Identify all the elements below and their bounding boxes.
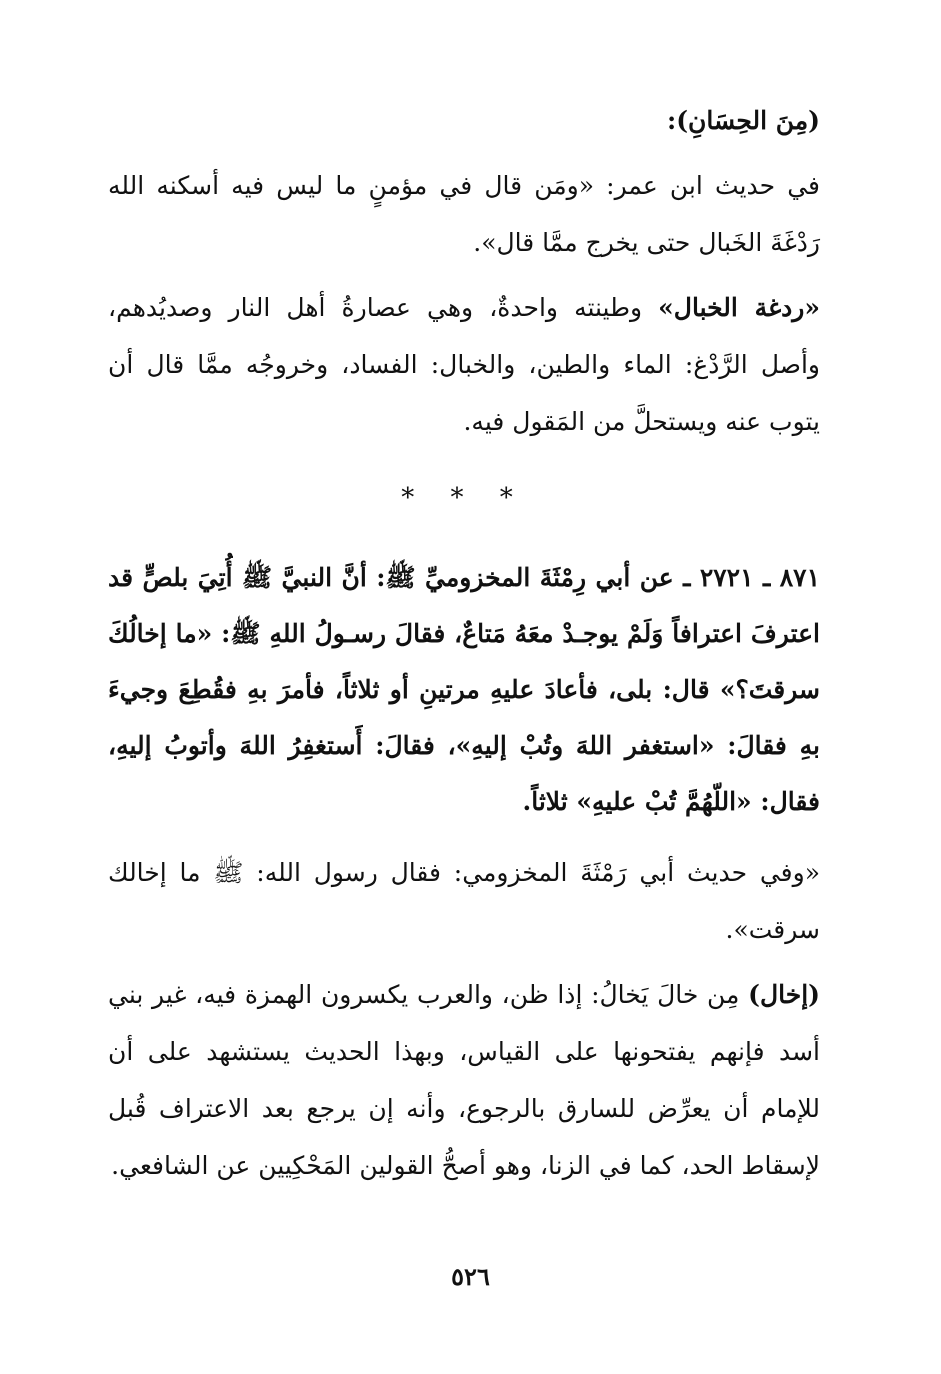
page-body <box>108 92 820 1194</box>
hadith-871: ٨٧١ ـ ٢٧٢١ ـ عن أبي رِمْثَةَ المخزوميِّ ﷺ: أنَّ النبيَّ ﷺ أُتِيَ بلصٍّ قد اعترفَ اعترافاً وَلَمْ يوجـدْ معَهُ مَتاعٌ، فقالَ رسـولُ اللهِ ﷺ: «ما إخالُكَ سرقتَ؟» قال: بلى، فأعادَ عليهِ مرتينِ أو ثلاثاً، فأمرَ بهِ فقُطِعَ وجيءَ بهِ فقالَ: «استغفر اللهَ وتُبْ إليهِ»، فقالَ: أَستغفِرُ اللهَ وأتوبُ إليهِ، فقال: «اللّهُمَّ تُبْ عليهِ» ثلاثاً. <box>108 563 821 816</box>
paragraph-ibn-umar: في حديث ابن عمر: «ومَن قال في مؤمنٍ ما ليس فيه أسكنه الله رَدْغَةَ الخَبال حتى يخرج ممَّا قال». <box>108 171 820 257</box>
ikhal-explanation-text: مِن خالَ يَخالُ: إذا ظن، والعرب يكسرون الهمزة فيه، غير بني أسد فإنهم يفتحونها على القياس، وبهذا الحديث يستشهد على أن للإمام أن يعرِّض للسارق بالرجوع، وأنه إن يرجع بعد الاعتراف قُبل لإسقاط الحد، كما في الزنا، وهو أصحُّ القولين المَحْكِيين عن الشافعي. <box>108 980 820 1180</box>
paragraph-abi-ramtha: «وفي حديث أبي رَمْثَةَ المخزومي: فقال رسول الله: ﷺ ما إخالك سرقت». <box>108 858 820 944</box>
section-divider: * * * <box>401 483 527 513</box>
page-number: ٥٢٦ <box>451 1262 490 1291</box>
term-ikhal: (إخال) <box>748 980 820 1009</box>
term-radgha: «ردغة الخبال» <box>658 293 820 322</box>
paragraph-radgha-explanation <box>108 279 820 450</box>
radgha-explanation-text: وطينته واحدةٌ، وهي عصارةُ أهل النار وصديُدهم، وأصل الرَّدْغ: الماء والطين، والخبال: الفساد، وخروجُه ممَّا قال أن يتوب عنه ويستحلَّ من المَقول فيه. <box>108 293 820 436</box>
paragraph-ikhal-explanation <box>108 966 820 1194</box>
section-heading: (مِنَ الحِسَانِ): <box>667 106 820 135</box>
